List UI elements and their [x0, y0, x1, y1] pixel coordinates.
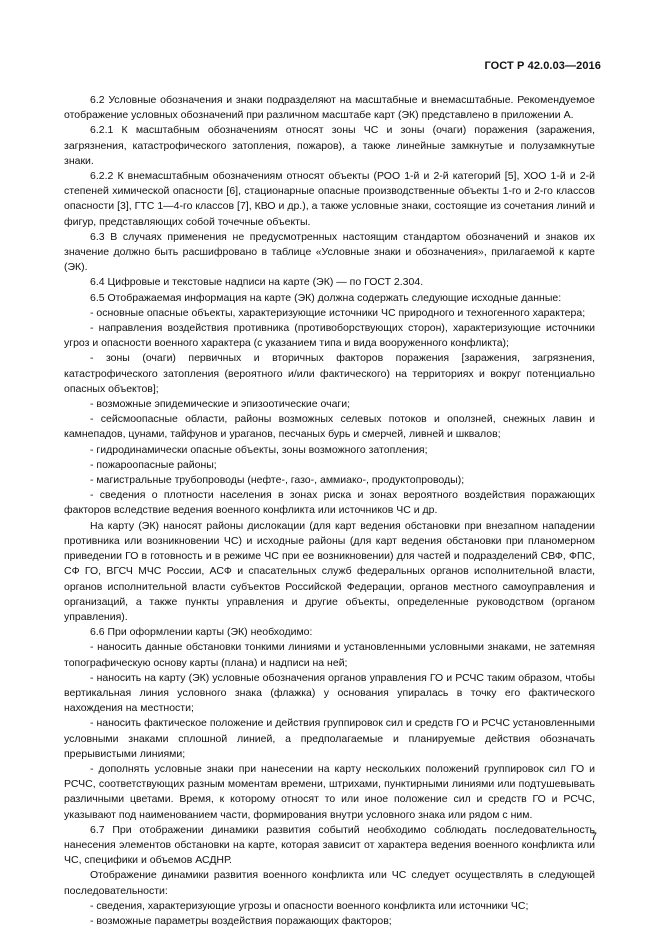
page-number: 7 [590, 831, 597, 843]
paragraph: 6.2.1 К масштабным обозначениям относят зоны ЧС и зоны (очаги) поражения (заражения, загрязнения, катастрофического затопления, пожаров), а также линейные замкнутые и полузамкнутые знаки. [64, 124, 595, 167]
list-item: - основные опасные объекты, характеризующие источники ЧС природного и техногенного характера; [90, 306, 586, 319]
list-item: - возможные эпидемические и эпизоотические очаги; [90, 398, 351, 411]
list-item: - наносить фактическое положение и действия группировок сил и средств ГО и РСЧС установленными условными знаками сплошной линией, а предполагаемые и планируемые действия обозначать прерывистыми линиями; [64, 717, 595, 760]
list-item: - дополнять условные знаки при нанесении на карту нескольких положений группировок сил ГО и РСЧС, соответствующих разным моментам времени, штрихами, пунктирными линиями или подтушевывать различными цветами. Время, к которому относят то или иное положение сил и средств ГО и РСЧС, указывают под наименованием части, формирования внутри условного знака или рядом с ним. [64, 762, 595, 821]
paragraph: 6.6 При оформлении карты (ЭК) необходимо: [90, 626, 313, 639]
list-item: - гидродинамически опасные объекты, зоны возможного затопления; [90, 443, 428, 456]
list-item: - наносить на карту (ЭК) условные обозначения органов управления ГО и РСЧС таким образом, чтобы вертикальная линия условного знака (флажка) у основания упиралась в точку его фактического нахождения на местности; [64, 671, 595, 715]
list-item: - направления воздействия противника (противоборствующих сторон), характеризующие источники угроз и опасности военного характера (с указанием типа и вида вооруженного конфликта); [64, 322, 595, 350]
paragraph: 6.5 Отображаемая информация на карте (ЭК) должна содержать следующие исходные данные: [90, 291, 562, 304]
document-header: ГОСТ Р 42.0.03—2016 [484, 60, 601, 72]
list-item: - возможные параметры воздействия поражающих факторов; [90, 914, 392, 927]
list-item: - магистральные трубопроводы (нефте-, газо-, аммиако-, продуктопроводы); [90, 474, 465, 487]
paragraph: 6.2.2 К внемасштабным обозначениям относят объекты (РОО 1-й и 2-й категорий [5], ХОО 1-й и 2-й степеней химической опасности [6], стационарные опасные производственные объекты 1-го и 2-го классов опасности [3], ГТС 1—4-го классов [7], КВО и др.), а также условные знаки, состоящие из сочетания линий и фигур, представляющих собой точечные объекты. [64, 170, 595, 228]
list-item: - зоны (очаги) первичных и вторичных факторов поражения [заражения, загрязнения, катастрофического затопления (вероятного и/или фактического) на территориях и вокруг потенциально опасных объектов]; [64, 352, 595, 395]
paragraph: 6.4 Цифровые и текстовые надписи на карте (ЭК) — по ГОСТ 2.304. [90, 276, 424, 289]
list-item: - сведения, характеризующие угрозы и опасности военного конфликта или источники ЧС; [90, 899, 529, 912]
paragraph: На карту (ЭК) наносят районы дислокации (для карт ведения обстановки при внезапном нападении противника или возникновении ЧС) и исходные районы (для карт ведения обстановки при планомерном приведении ГО в готовность и в режиме ЧС при ее возникновении) для частей и подразделений СВФ, ФПС, СФ ГО, ВГСЧ МЧС России, АСФ и спасательных служб федеральных органов исполнительной власти, органов исполнительной власти субъектов Российской Федерации, органов местного самоуправления и организаций, а также пункты управления и другие объекты, определенные руководством (органом управления). [64, 519, 595, 623]
paragraph: 6.3 В случаях применения не предусмотренных настоящим стандартом обозначений и знаков их значение должно быть расшифровано в таблице «Условные знаки и обозначения», прилагаемой к карте (ЭК). [64, 230, 595, 274]
list-item: - пожароопасные районы; [90, 458, 217, 471]
paragraph: 6.7 При отображении динамики развития событий необходимо соблюдать последовательность нанесения элементов обстановки на карте, которая зависит от характера ведения военного конфликта или ЧС, специфики и объемов АСДНР. [64, 823, 595, 867]
paragraph: Отображение динамики развития военного конфликта или ЧС следует осуществлять в следующей последовательности: [64, 869, 595, 897]
paragraph: 6.2 Условные обозначения и знаки подразделяют на масштабные и внемасштабные. Рекомендуемое отображение условных обозначений при различном масштабе карт (ЭК) представлено в приложении А. [64, 94, 595, 122]
list-item: - сейсмоопасные области, районы возможных селевых потоков и оползней, снежных лавин и камнепадов, цунами, тайфунов и ураганов, песчаных бурь и смерчей, ливней и шквалов; [64, 413, 595, 441]
list-item: - наносить данные обстановки тонкими линиями и установленными условными знаками, не затемняя топографическую основу карты (плана) и надписи на ней; [64, 641, 595, 669]
document-body [64, 93, 595, 929]
list-item: - сведения о плотности населения в зонах риска и зонах вероятного воздействия поражающих факторов вследствие ведения военного конфликта или источников ЧС и др. [64, 489, 595, 517]
